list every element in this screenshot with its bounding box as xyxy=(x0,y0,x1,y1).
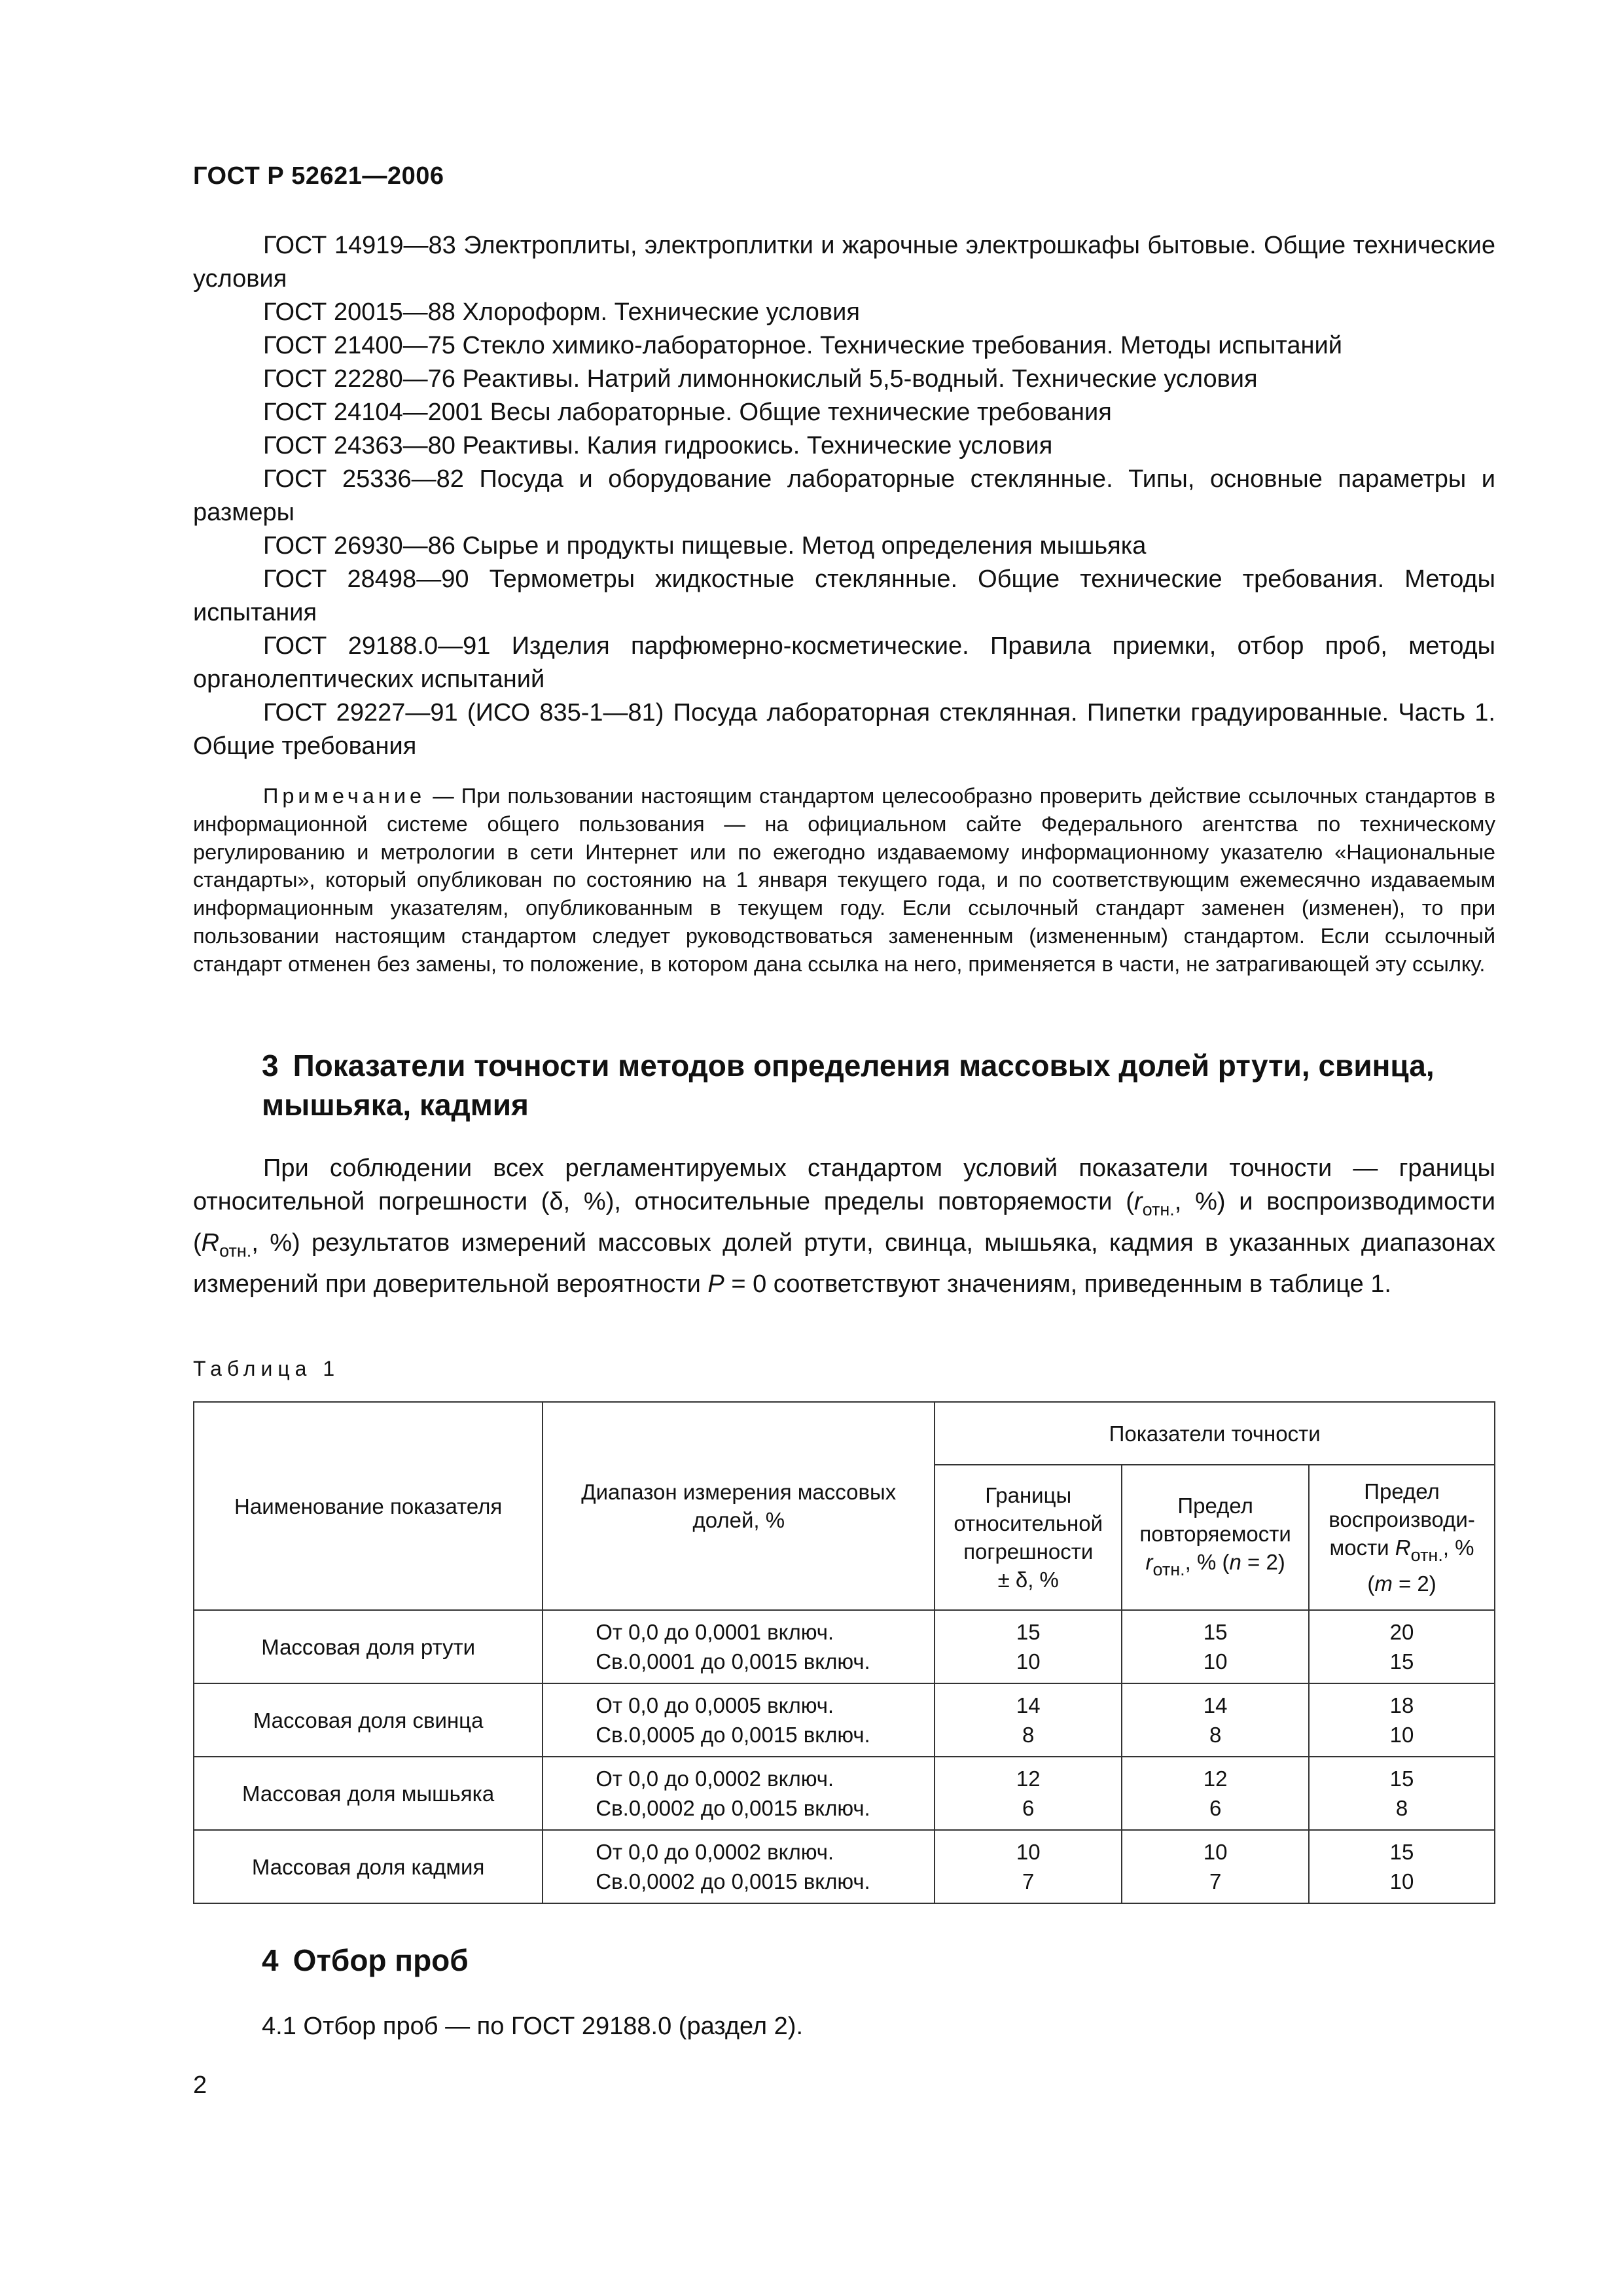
header-line: ± δ, % xyxy=(997,1568,1059,1592)
range-line: От 0,0 до 0,0001 включ. xyxy=(596,1620,834,1644)
header-r-symbol: r xyxy=(1145,1549,1153,1574)
header-line: , % xyxy=(1442,1535,1474,1560)
header-line: Предел xyxy=(1177,1493,1253,1518)
intro-R-symbol: R xyxy=(201,1229,220,1257)
table-row xyxy=(194,1830,1495,1903)
range-line: Св.0,0002 до 0,0015 включ. xyxy=(596,1869,870,1893)
table-row xyxy=(194,1610,1495,1683)
note-label: Примечание xyxy=(263,784,426,808)
reference-item: ГОСТ 20015—88 Хлороформ. Технические условия xyxy=(263,298,860,326)
row-reproducibility: 20 15 xyxy=(1309,1610,1495,1683)
table-row xyxy=(194,1757,1495,1830)
table-caption: Таблица 1 xyxy=(193,1357,340,1380)
section-3-heading xyxy=(262,1046,1492,1124)
header-line: повторяемости xyxy=(1139,1521,1291,1546)
header-line: = 2) xyxy=(1392,1571,1436,1596)
section-3-number: 3 xyxy=(262,1049,279,1083)
reference-item: ГОСТ 24104—2001 Весы лабораторные. Общие технические требования xyxy=(263,399,1112,426)
row-name: Массовая доля мышьяка xyxy=(194,1757,543,1830)
header-line: , % ( xyxy=(1185,1549,1230,1574)
row-repeatability: 10 7 xyxy=(1122,1830,1309,1903)
intro-text: = 0 соответствуют значениям, приведенным в таблице 1. xyxy=(724,1270,1391,1298)
row-name: Массовая доля ртути xyxy=(194,1610,543,1683)
reference-item: ГОСТ 28498—90 Термометры жидкостные стеклянные. Общие технические требования. Методы испытания xyxy=(193,565,1495,626)
header-m-symbol: m xyxy=(1374,1571,1393,1596)
row-repeatability: 15 10 xyxy=(1122,1610,1309,1683)
row-reproducibility: 18 10 xyxy=(1309,1683,1495,1757)
column-header-delta xyxy=(935,1465,1122,1610)
section-4-title: Отбор проб xyxy=(293,1943,469,1977)
header-R-symbol: R xyxy=(1395,1535,1411,1560)
column-header-reproducibility xyxy=(1309,1465,1495,1610)
column-header-repeatability xyxy=(1122,1465,1309,1610)
section-4-number: 4 xyxy=(262,1943,279,1977)
row-name: Массовая доля кадмия xyxy=(194,1830,543,1903)
precision-table xyxy=(193,1401,1495,1904)
reference-item: ГОСТ 21400—75 Стекло химико-лабораторное. Технические требования. Методы испытаний xyxy=(263,332,1342,359)
clause-4-1: 4.1 Отбор проб — по ГОСТ 29188.0 (раздел 2). xyxy=(262,2013,804,2040)
intro-text: , %) и воспроизводимости ( xyxy=(193,1188,1495,1257)
section-4-heading xyxy=(262,1943,469,1978)
reference-list xyxy=(193,229,1495,763)
reference-item: ГОСТ 22280—76 Реактивы. Натрий лимоннокислый 5,5-водный. Технические условия xyxy=(263,365,1258,393)
reference-item: ГОСТ 26930—86 Сырье и продукты пищевые. Метод определения мышьяка xyxy=(263,532,1147,560)
document-header: ГОСТ Р 52621—2006 xyxy=(193,162,444,190)
row-range xyxy=(543,1830,935,1903)
header-line: Границы xyxy=(985,1483,1072,1507)
reference-item: ГОСТ 29188.0—91 Изделия парфюмерно-косметические. Правила приемки, отбор проб, методы органолептических испытаний xyxy=(193,632,1495,693)
reference-item: ГОСТ 24363—80 Реактивы. Калия гидроокись. Технические условия xyxy=(263,432,1053,459)
row-repeatability: 14 8 xyxy=(1122,1683,1309,1757)
row-delta: 14 8 xyxy=(935,1683,1122,1757)
intro-r-symbol: r xyxy=(1133,1188,1143,1215)
row-delta: 12 6 xyxy=(935,1757,1122,1830)
note-text: — При пользовании настоящим стандартом целесообразно проверить действие ссылочных стандартов в информационной системе общего пользования — на официальном сайте Федерального агентства по техническому регулированию и метрологии в сети Интернет или по ежегодно издаваемому информационному указателю «Национальные стандарты», который опубликован по состоянию на 1 января текущего года, и по соответствующим ежемесячно издаваемым информационным указателям, опубликованным в текущем году. Если ссылочный стандарт заменен (изменен), то при пользовании настоящим стандартом следует руководствоваться замененным (измененным) стандартом. Если ссылочный стандарт отменен без замены, то положение, в котором дана ссылка на него, применяется в части, не затрагивающей эту ссылку. xyxy=(193,784,1496,976)
range-line: От 0,0 до 0,0005 включ. xyxy=(596,1693,834,1717)
reference-item: ГОСТ 25336—82 Посуда и оборудование лабораторные стеклянные. Типы, основные параметры и размеры xyxy=(193,465,1495,526)
intro-r-subscript: отн. xyxy=(1142,1200,1175,1219)
reference-item: ГОСТ 29227—91 (ИСО 835-1—81) Посуда лабораторная стеклянная. Пипетки градуированные. Часть 1. Общие требования xyxy=(193,699,1495,760)
row-delta: 15 10 xyxy=(935,1610,1122,1683)
range-line: Св.0,0002 до 0,0015 включ. xyxy=(596,1796,870,1820)
row-delta: 10 7 xyxy=(935,1830,1122,1903)
row-repeatability: 12 6 xyxy=(1122,1757,1309,1830)
intro-P-symbol: P xyxy=(707,1270,724,1298)
row-range xyxy=(543,1610,935,1683)
header-r-subscript: отн. xyxy=(1152,1559,1185,1579)
header-line: = 2) xyxy=(1241,1549,1285,1574)
header-line: погрешности xyxy=(963,1539,1094,1564)
header-n-symbol: n xyxy=(1229,1549,1241,1574)
note-paragraph xyxy=(193,782,1495,978)
range-line: Св.0,0005 до 0,0015 включ. xyxy=(596,1723,870,1747)
range-line: От 0,0 до 0,0002 включ. xyxy=(596,1840,834,1864)
row-name: Массовая доля свинца xyxy=(194,1683,543,1757)
row-range xyxy=(543,1757,935,1830)
column-header-range: Диапазон измерения массовых долей, % xyxy=(543,1402,935,1610)
row-reproducibility: 15 8 xyxy=(1309,1757,1495,1830)
page-number: 2 xyxy=(193,2072,207,2099)
range-line: Св.0,0001 до 0,0015 включ. xyxy=(596,1649,870,1674)
header-line: ( xyxy=(1367,1571,1375,1596)
header-line: мости xyxy=(1329,1535,1395,1560)
header-line: воспроизводи- xyxy=(1329,1507,1475,1532)
row-range xyxy=(543,1683,935,1757)
intro-R-subscript: отн. xyxy=(219,1241,252,1261)
section-3-title: Показатели точности методов определения массовых долей ртути, свинца, мышьяка, кадмия xyxy=(262,1049,1435,1122)
column-header-name: Наименование показателя xyxy=(194,1402,543,1610)
table-row xyxy=(194,1683,1495,1757)
header-line: Предел xyxy=(1364,1479,1440,1503)
range-line: От 0,0 до 0,0002 включ. xyxy=(596,1767,834,1791)
reference-item: ГОСТ 14919—83 Электроплиты, электроплитки и жарочные электрошкафы бытовые. Общие технические условия xyxy=(193,232,1495,293)
intro-text: При соблюдении всех регламентируемых стандартом условий показатели точности — границы относительной погрешности (δ, %), относительные пределы повторяемости ( xyxy=(193,1155,1495,1215)
row-reproducibility: 15 10 xyxy=(1309,1830,1495,1903)
section-3-intro xyxy=(193,1152,1495,1301)
header-line: относительной xyxy=(954,1511,1103,1535)
intro-text: , %) результатов измерений массовых долей ртути, свинца, мышьяка, кадмия в указанных диапазонах измерений при доверительной вероятности xyxy=(193,1229,1495,1298)
group-header-precision: Показатели точности xyxy=(935,1402,1495,1465)
header-R-subscript: отн. xyxy=(1410,1545,1443,1565)
